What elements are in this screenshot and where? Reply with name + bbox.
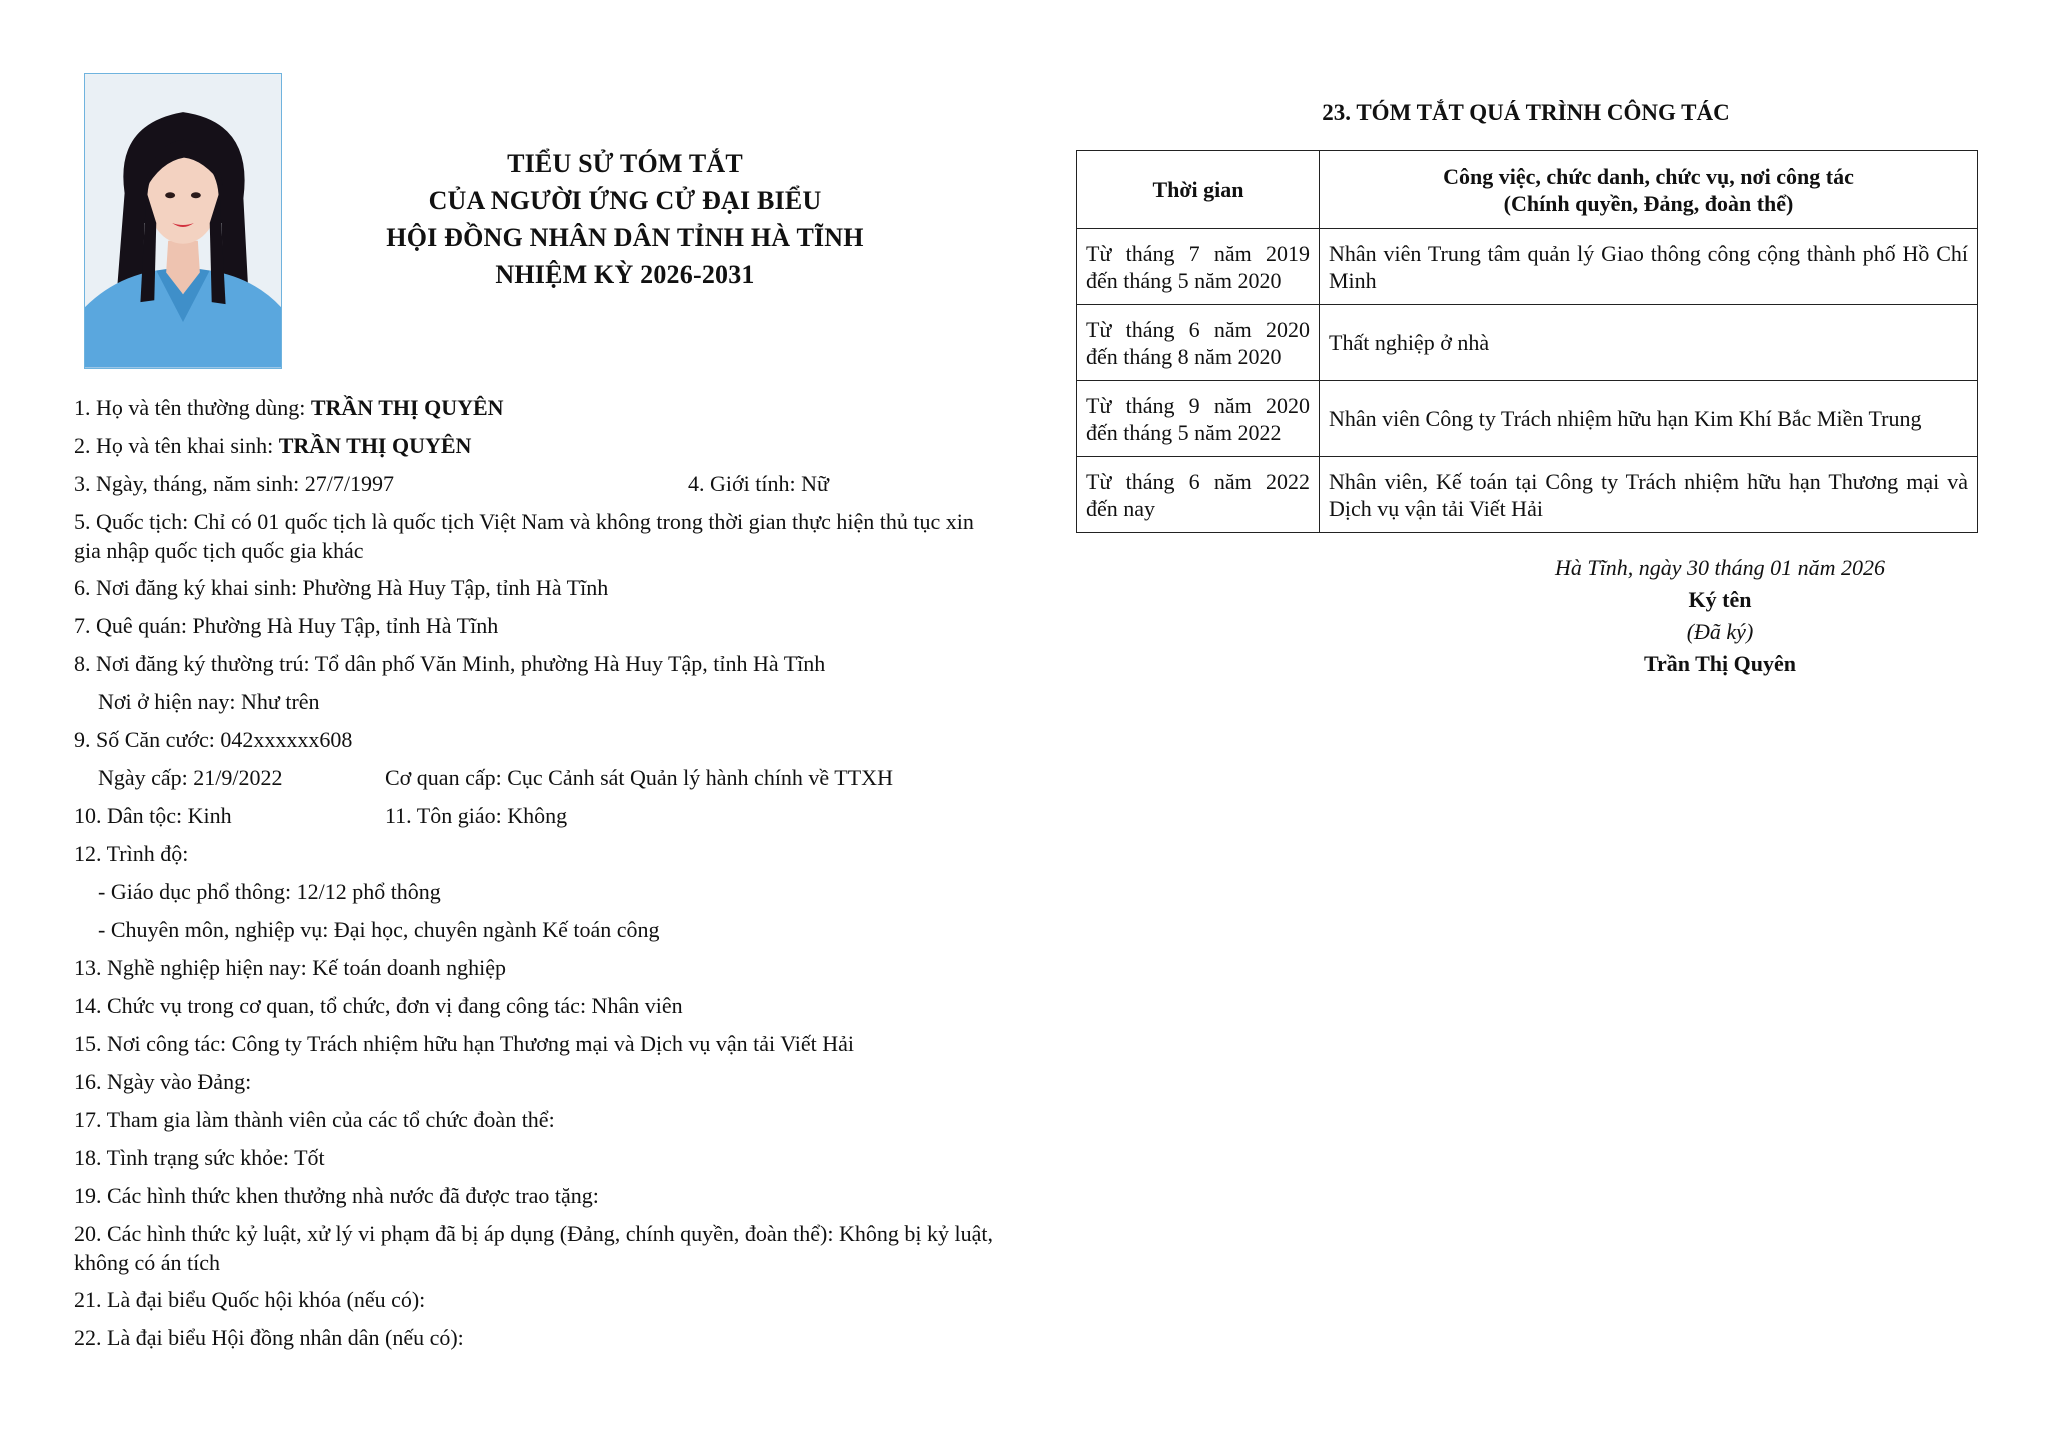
- field-organizations: 17. Tham gia làm thành viên của các tổ chức đoàn thể:: [74, 1107, 555, 1132]
- row-time: Từ tháng 9 năm 2020 đến tháng 5 năm 2022: [1077, 381, 1320, 457]
- field-professional-education: - Chuyên môn, nghiệp vụ: Đại học, chuyên ngành Kế toán công: [98, 917, 660, 942]
- title-line-4: NHIỆM KỲ 2026-2031: [495, 260, 755, 289]
- field-ethnicity-religion: [74, 801, 1004, 839]
- candidate-photo: [84, 73, 282, 369]
- field-issue-agency: Cơ quan cấp: Cục Cảnh sát Quản lý hành chính về TTXH: [385, 765, 893, 790]
- document-title: [290, 145, 960, 293]
- field-discipline: 20. Các hình thức kỷ luật, xử lý vi phạm đã bị áp dụng (Đảng, chính quyền, đoàn thể): Không bị kỷ luật, không có án tích: [74, 1221, 993, 1275]
- field-education: 12. Trình độ:: [74, 841, 189, 866]
- row-job: Nhân viên Công ty Trách nhiệm hữu hạn Kim Khí Bắc Miền Trung: [1320, 381, 1978, 457]
- row-job: Nhân viên Trung tâm quản lý Giao thông công cộng thành phố Hồ Chí Minh: [1320, 229, 1978, 305]
- table-row: [1077, 457, 1978, 533]
- row-time: Từ tháng 6 năm 2020 đến tháng 8 năm 2020: [1077, 305, 1320, 381]
- title-line-3: HỘI ĐỒNG NHÂN DÂN TỈNH HÀ TĨNH: [386, 223, 864, 252]
- field-occupation: 13. Nghề nghiệp hiện nay: Kế toán doanh nghiệp: [74, 955, 506, 980]
- field-ethnicity: 10. Dân tộc: Kinh: [74, 803, 232, 828]
- place-date: Hà Tĩnh, ngày 30 tháng 01 năm 2026: [1555, 555, 1885, 580]
- row-job: Nhân viên, Kế toán tại Công ty Trách nhiệm hữu hạn Thương mại và Dịch vụ vận tải Viết Hải: [1320, 457, 1978, 533]
- table-header-row: [1077, 151, 1978, 229]
- header-job-line-2: (Chính quyền, Đảng, đoàn thể): [1503, 190, 1794, 216]
- field-workplace: 15. Nơi công tác: Công ty Trách nhiệm hữu hạn Thương mại và Dịch vụ vận tải Viết Hải: [74, 1031, 855, 1056]
- field-awards: 19. Các hình thức khen thưởng nhà nước đã được trao tặng:: [74, 1183, 599, 1208]
- field-nationality: 5. Quốc tịch: Chỉ có 01 quốc tịch là quốc tịch Việt Nam và không trong thời gian thực hiện thủ tục xin gia nhập quốc tịch quốc gia khác: [74, 509, 974, 563]
- field-religion: 11. Tôn giáo: Không: [385, 803, 568, 828]
- work-history-title: 23. TÓM TẮT QUÁ TRÌNH CÔNG TÁC: [1322, 100, 1730, 125]
- field-dob: 3. Ngày, tháng, năm sinh: 27/7/1997: [74, 471, 394, 496]
- signature-block: [1460, 552, 1980, 680]
- header-job-line-1: Công việc, chức danh, chức vụ, nơi công tác: [1443, 163, 1854, 189]
- portrait-image: [85, 74, 281, 368]
- field-general-education: - Giáo dục phổ thông: 12/12 phổ thông: [98, 879, 441, 904]
- work-history-table: [1076, 150, 1978, 533]
- field-hometown: 7. Quê quán: Phường Hà Huy Tập, tỉnh Hà Tĩnh: [74, 613, 499, 638]
- field-label: 1. Họ và tên thường dùng:: [74, 395, 311, 420]
- signer-name: Trần Thị Quyên: [1643, 651, 1796, 676]
- field-peoples-council: 22. Là đại biểu Hội đồng nhân dân (nếu có):: [74, 1325, 464, 1350]
- table-row: [1077, 305, 1978, 381]
- row-job: Thất nghiệp ở nhà: [1320, 305, 1978, 381]
- field-label: 2. Họ và tên khai sinh:: [74, 433, 279, 458]
- sign-label: Ký tên: [1688, 587, 1752, 612]
- field-birth-name: [74, 431, 1004, 469]
- field-permanent-residence: 8. Nơi đăng ký thường trú: Tổ dân phố Văn Minh, phường Hà Huy Tập, tỉnh Hà Tĩnh: [74, 651, 826, 676]
- field-value: TRẦN THỊ QUYÊN: [278, 433, 472, 458]
- biography-fields: [74, 393, 1004, 1361]
- header-job: [1320, 151, 1978, 229]
- row-time: Từ tháng 6 năm 2022 đến nay: [1077, 457, 1320, 533]
- field-party-date: 16. Ngày vào Đảng:: [74, 1069, 252, 1094]
- field-value: TRẦN THỊ QUYÊN: [310, 395, 504, 420]
- field-dob-gender: [74, 469, 1004, 507]
- field-national-assembly: 21. Là đại biểu Quốc hội khóa (nếu có):: [74, 1287, 426, 1312]
- field-current-residence: Nơi ở hiện nay: Như trên: [98, 689, 320, 714]
- field-gender: 4. Giới tính: Nữ: [688, 471, 829, 496]
- field-position: 14. Chức vụ trong cơ quan, tổ chức, đơn vị đang công tác: Nhân viên: [74, 993, 683, 1018]
- table-row: [1077, 229, 1978, 305]
- field-birth-registration: 6. Nơi đăng ký khai sinh: Phường Hà Huy Tập, tỉnh Hà Tĩnh: [74, 575, 609, 600]
- field-id-number: 9. Số Căn cước: 042xxxxxx608: [74, 727, 353, 752]
- table-row: [1077, 381, 1978, 457]
- field-issue-date: Ngày cấp: 21/9/2022: [98, 765, 283, 790]
- row-time: Từ tháng 7 năm 2019 đến tháng 5 năm 2020: [1077, 229, 1320, 305]
- title-line-2: CỦA NGƯỜI ỨNG CỬ ĐẠI BIỂU: [428, 186, 822, 215]
- field-common-name: [74, 393, 1004, 431]
- header-time: Thời gian: [1077, 151, 1320, 229]
- field-id-issue: [74, 763, 1004, 801]
- title-line-1: TIỂU SỬ TÓM TẮT: [507, 149, 743, 178]
- field-health: 18. Tình trạng sức khỏe: Tốt: [74, 1145, 325, 1170]
- signed-note: (Đã ký): [1686, 619, 1754, 644]
